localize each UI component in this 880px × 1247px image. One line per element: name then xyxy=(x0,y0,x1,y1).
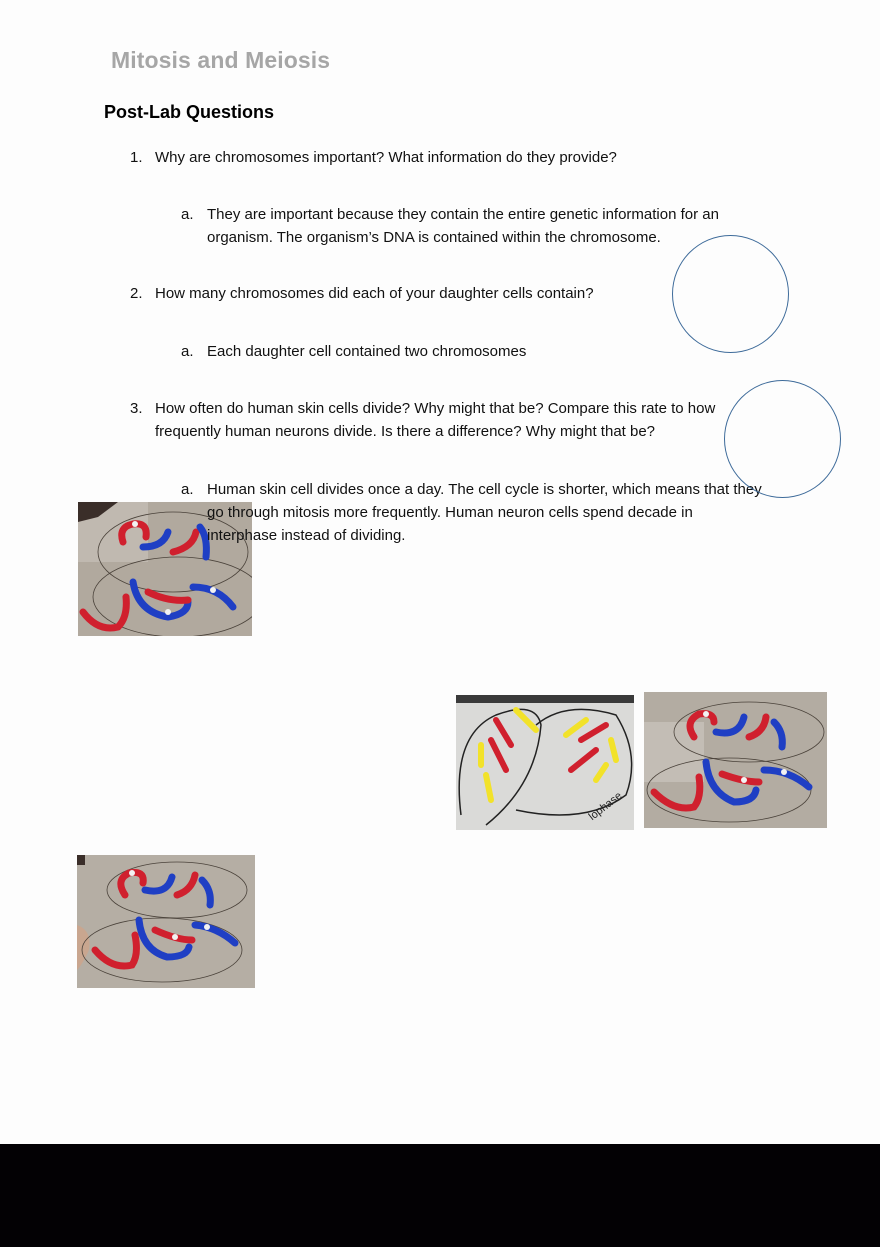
answer-1-text: They are important because they contain the entire genetic information for an organism. The organism’s DNA is contained within the chromosome. xyxy=(207,206,719,246)
question-1-number: 1. xyxy=(130,149,143,166)
question-3-text: How often do human skin cells divide? Why might that be? Compare this rate to how frequently human neurons divide. Is there a difference? Why might that be? xyxy=(155,400,716,440)
question-3-number: 3. xyxy=(130,400,143,417)
question-2-text: How many chromosomes did each of your daughter cells contain? xyxy=(155,285,594,302)
telophase-label: lophase xyxy=(586,789,625,823)
black-bottom-band xyxy=(0,1144,880,1247)
answer-2-text: Each daughter cell contained two chromosomes xyxy=(207,343,527,360)
document-title: Mitosis and Meiosis xyxy=(111,47,331,73)
answer-3-text: Human skin cell divides once a day. The cell cycle is shorter, which means that they go through mitosis more frequently. Human neuron cells spend decade in interphase instead of dividing. xyxy=(207,481,762,544)
drawn-circle-2 xyxy=(724,380,841,498)
drawn-circle-1 xyxy=(672,235,789,353)
section-title: Post-Lab Questions xyxy=(104,102,275,122)
answer-3-letter: a. xyxy=(181,481,194,498)
answer-2-letter: a. xyxy=(181,343,194,360)
bead-model-photo-telophase xyxy=(456,695,634,830)
bead-model-photo-3 xyxy=(644,692,827,828)
question-1-text: Why are chromosomes important? What information do they provide? xyxy=(155,149,617,166)
bead-model-photo-4 xyxy=(77,855,255,988)
question-2-number: 2. xyxy=(130,285,143,302)
answer-1-letter: a. xyxy=(181,206,194,223)
